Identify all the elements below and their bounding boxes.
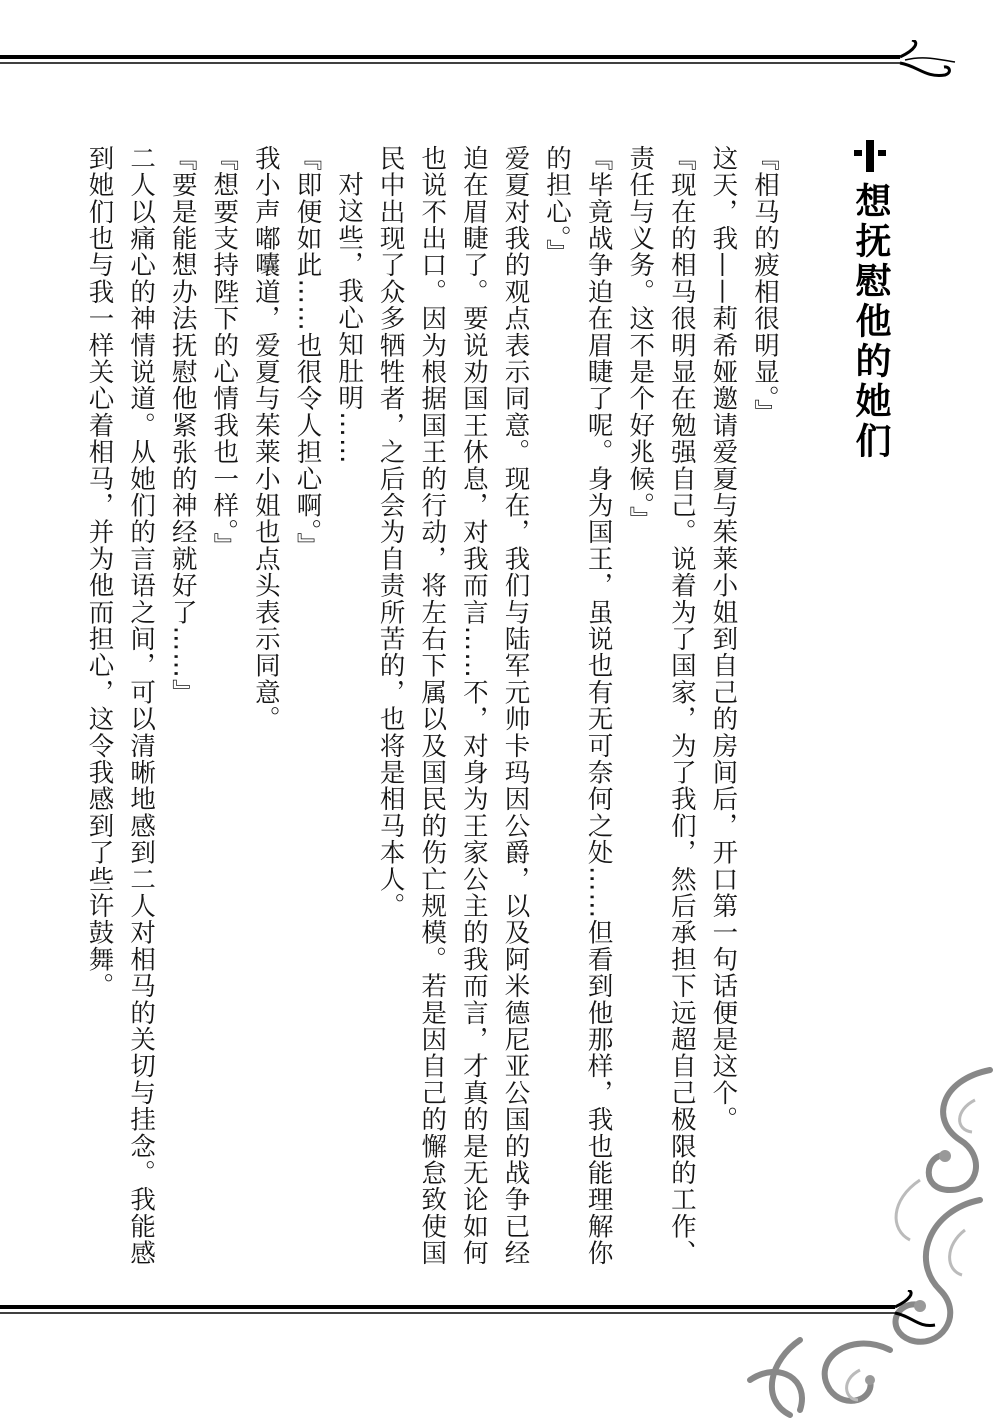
- chapter-heading: [845, 138, 895, 462]
- paragraph: 我小声嘟囔道，爱夏与茱莱小姐也点头表示同意。: [250, 145, 281, 733]
- cross-icon: [852, 138, 888, 174]
- paragraph: 这天，我——莉希娅邀请爱夏与茱莱小姐到自己的房间后，开口第一句话便是这个。: [708, 145, 739, 1133]
- paragraph: 爱夏对我的观点表示同意。现在，我们与陆军元帅卡玛因公爵，以及阿米德尼亚公国的战争已经迫在眉睫了。要说劝国王休息，对我而言……不，对身为王家公主的我而言，才真的是无论如何也说不出口。因为根据国王的行动，将左右下属以及国民的伤亡规模。若是因自己的懈怠致使国民中出现了众多牺牲者，之后会为自责所苦的，也将是相马本人。: [375, 145, 531, 1267]
- paragraph: 『毕竟战争迫在眉睫了呢。身为国王，虽说也有无可奈何之处……但看到他那样，我也能理解你的担心。』: [542, 145, 614, 1267]
- flourish-ornament: [740, 1060, 1000, 1420]
- bottom-ornate-rule: [0, 1290, 960, 1330]
- paragraph: 『要是能想办法抚慰他紧张的神经就好了……』: [167, 145, 198, 706]
- paragraph: 『即便如此……也很令人担心啊。』: [292, 145, 323, 560]
- paragraph: 二人以痛心的神情说道。从她们的言语之间，可以清晰地感到二人对相马的关切与挂念。我能感到她们也与我一样关心着相马，并为他而担心，这令我感到了些许鼓舞。: [84, 145, 157, 1267]
- paragraph: 『相马的疲相很明显。』: [750, 145, 780, 426]
- body-text: [78, 145, 785, 1275]
- paragraph: 『现在的相马很明显在勉强自己。说着为了国家，为了我们，然后承担下远超自己极限的工作、责任与义务。这不是个好兆候。』: [625, 145, 697, 1267]
- paragraph: 对这些，我心知肚明……: [334, 170, 365, 465]
- top-ornate-rule: [0, 40, 960, 80]
- chapter-title: 想抚慰他的她们: [850, 182, 891, 462]
- paragraph: 『想要支持陛下的心情我也一样。』: [209, 145, 240, 560]
